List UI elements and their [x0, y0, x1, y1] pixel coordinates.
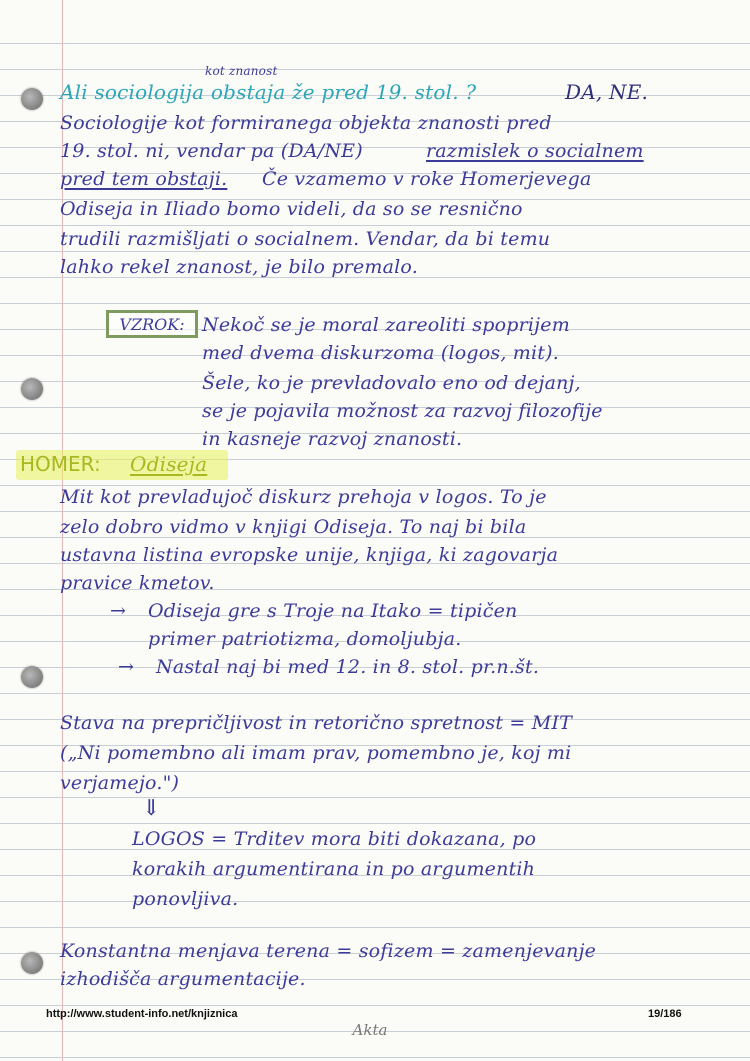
homer-label: HOMER: — [20, 452, 101, 476]
vzrok-box — [106, 310, 198, 338]
vzrok-line-1: Nekoč se je moral zareoliti spoprijem — [202, 314, 570, 336]
logos-line-2: korakih argumentirana in po argumentih — [132, 858, 536, 880]
para1-line-3: Če vzamemo v roke Homerjevega — [262, 168, 592, 190]
heading-answer: DA, NE. — [565, 80, 649, 104]
vzrok-line-4: se je pojavila možnost za razvoj filozofije — [202, 400, 603, 422]
punch-hole-3 — [21, 666, 43, 688]
bullet-1-line-2: primer patriotizma, domoljubja. — [148, 628, 462, 650]
bullet-2-arrow-icon: → — [118, 656, 135, 678]
punch-hole-2 — [21, 378, 43, 400]
final-line-1: Konstantna menjava terena = sofizem = zamenjevanje — [60, 940, 597, 962]
heading-question: Ali sociologija obstaja že pred 19. stol. ? — [60, 80, 477, 104]
homer-line-3: ustavna listina evropske unije, knjiga, ki zagovarja — [60, 544, 559, 566]
mit-line-1: Stava na prepričljivost in retorično spretnost = MIT — [60, 712, 573, 734]
bullet-1-arrow-icon: → — [110, 600, 127, 622]
mit-line-3: verjamejo.") — [60, 772, 180, 794]
vzrok-line-3: Šele, ko je prevladovalo eno od dejanj, — [202, 372, 581, 394]
homer-line-1: Mit kot prevladujoč diskurz prehoja v logos. To je — [60, 486, 547, 508]
bullet-2-line-1: Nastal naj bi med 12. in 8. stol. pr.n.št. — [156, 656, 540, 678]
para1-line-1: Sociologije kot formiranega objekta znanosti pred — [60, 112, 552, 134]
para1-line-4: Odiseja in Iliado bomo videli, da so se resnično — [60, 198, 523, 220]
para1-line-5: trudili razmišljati o socialnem. Vendar, da bi temu — [60, 228, 551, 250]
punch-hole-4 — [21, 952, 43, 974]
para1-underlined-1: razmislek o socialnem — [426, 140, 644, 162]
homer-title: Odiseja — [130, 452, 208, 476]
bullet-1-line-1: Odiseja gre s Troje na Itako = tipičen — [148, 600, 518, 622]
vzrok-line-2: med dvema diskurzoma (logos, mit). — [202, 342, 559, 364]
footer-url: http://www.student-info.net/knjiznica — [46, 1008, 238, 1020]
homer-line-2: zelo dobro vidmo v knjigi Odiseja. To naj bi bila — [60, 516, 527, 538]
down-arrow-icon: ⇓ — [142, 796, 161, 821]
punch-hole-1 — [21, 88, 43, 110]
para1-underlined-2: pred tem obstaji. — [60, 168, 228, 190]
homer-line-4: pravice kmetov. — [60, 572, 215, 594]
mit-line-2: („Ni pomembno ali imam prav, pomembno je, koj mi — [60, 742, 572, 764]
logos-line-1: LOGOS = Trditev mora biti dokazana, po — [132, 828, 537, 850]
vzrok-line-5: in kasneje razvoj znanosti. — [202, 428, 463, 450]
logos-line-3: ponovljiva. — [132, 888, 239, 910]
para1-line-6: lahko rekel znanost, je bilo premalo. — [60, 256, 418, 278]
para1-line-2: 19. stol. ni, vendar pa (DA/NE) — [60, 140, 363, 162]
page-number: 19/186 — [648, 1008, 682, 1020]
caption-above: kot znanost — [205, 64, 278, 78]
final-line-2: izhodišča argumentacije. — [60, 968, 306, 990]
brand-logo: Akta — [352, 1021, 388, 1039]
vzrok-label: VZROK: — [119, 314, 185, 334]
